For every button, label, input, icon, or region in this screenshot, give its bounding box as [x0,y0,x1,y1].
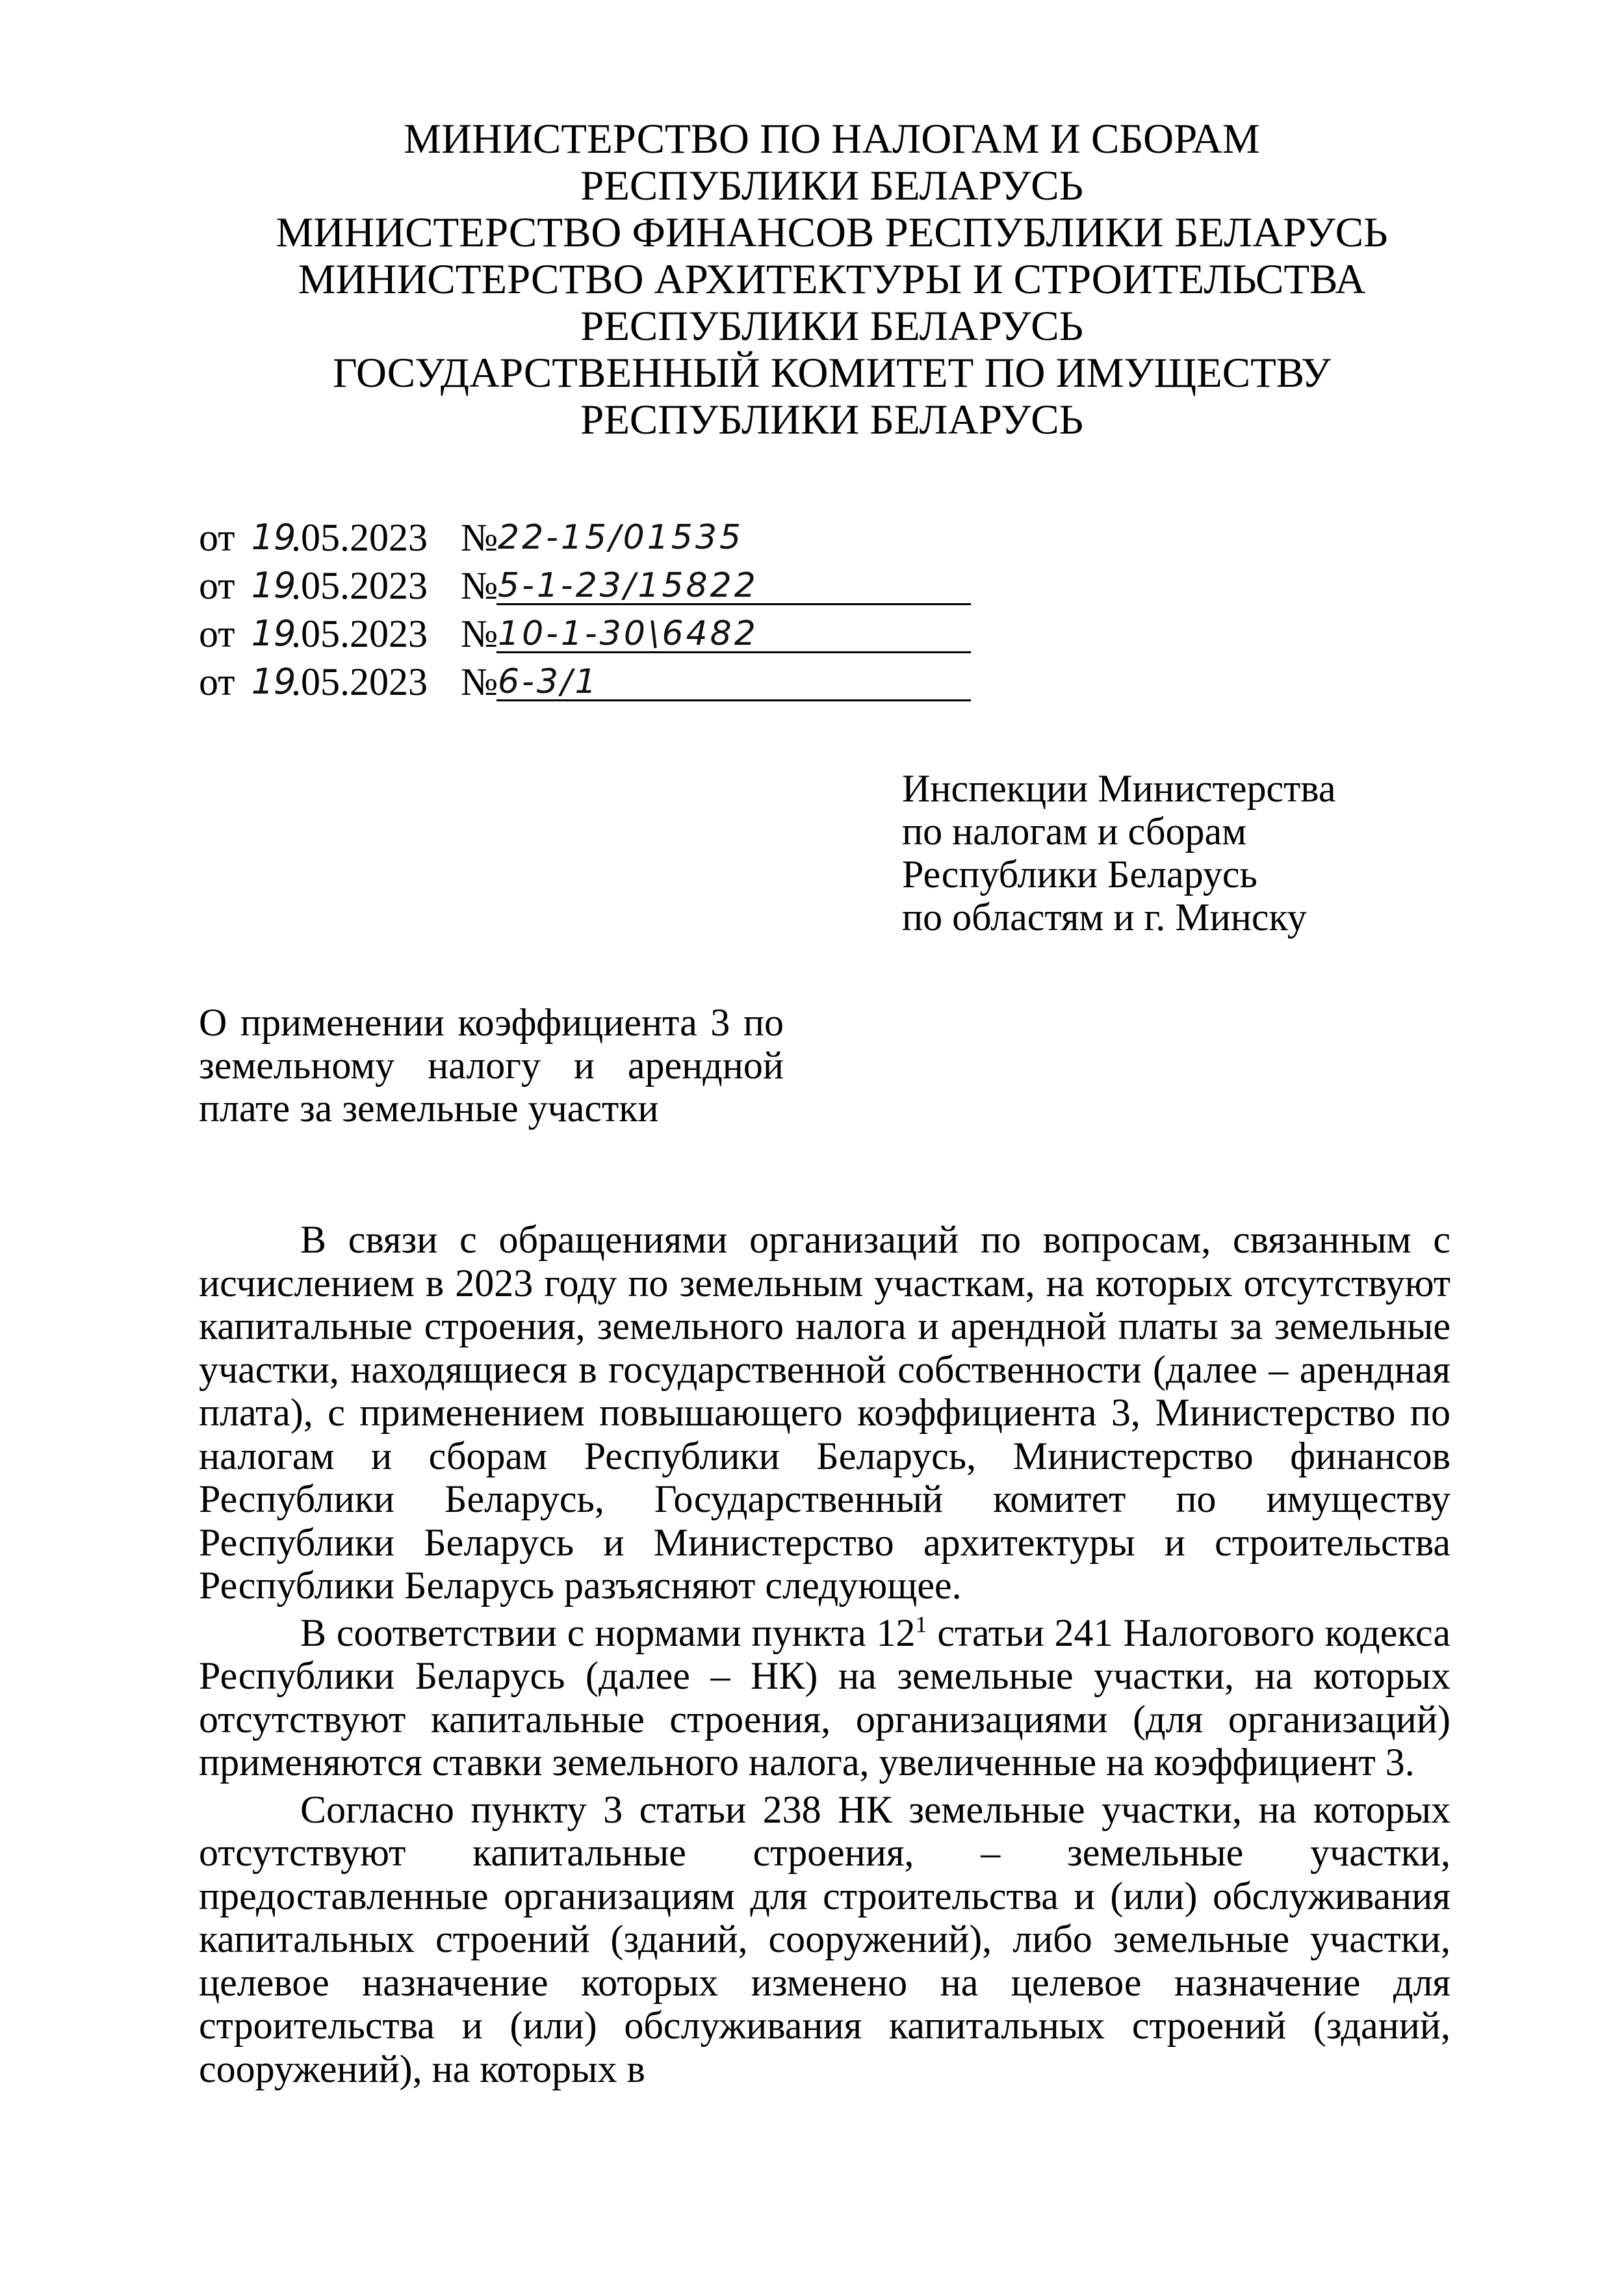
reg-underline [496,603,971,605]
reg-date: .05.2023 [291,660,428,703]
recipient-line: по областям и г. Минску [902,896,1307,939]
reg-number-sign: № [461,564,498,607]
letter-body [199,1218,1450,2090]
handwritten-day: 19 [251,661,296,702]
reg-prefix: от [199,612,235,655]
recipient-block [902,767,1335,939]
reg-prefix: от [199,660,235,703]
body-paragraph [199,1611,1450,1784]
body-paragraph: Согласно пункту 3 статьи 238 НК земельные участки, на которых отсутствуют капитальные строения, – земельные участки, предоставленные организациям для строительства и (или) обслуживания капитальных строений (зданий, сооружений), либо земельные участки, целевое назначение которых изменено на целевое назначение для строительства и (или) обслуживания капитальных строений (зданий, сооружений), на которых в [199,1788,1450,2090]
handwritten-day: 19 [251,613,296,654]
paragraph-text: статьи 241 Налогового кодекса Республики Беларусь (далее – НК) на земельные участки, на которых отсутствуют капитальные строения, организациями (для организаций) применяются ставки земельного налога, увеличенные на коэффициент 3. [199,1611,1450,1784]
reg-number-sign: № [461,660,498,703]
handwritten-reg-number: 5-1-23/15822 [498,566,758,605]
paragraph-text: В соответствии с нормами пункта 12 [300,1611,916,1654]
header-line: РЕСПУБЛИКИ БЕЛАРУСЬ [580,396,1083,443]
reg-date: .05.2023 [291,612,428,655]
letter-header [195,116,1469,443]
reg-date: .05.2023 [291,564,428,607]
handwritten-reg-number: 22-15/01535 [498,518,744,557]
handwritten-day: 19 [251,565,296,606]
recipient-line: Республики Беларусь [902,853,1257,896]
reg-underline [496,699,971,701]
header-line: МИНИСТЕРСТВО ФИНАНСОВ РЕСПУБЛИКИ БЕЛАРУСЬ [276,209,1388,256]
reg-number-sign: № [461,612,498,655]
reg-prefix: от [199,516,235,559]
handwritten-day: 19 [251,517,296,558]
letter-subject: О применении коэффициента 3 по земельному налогу и арендной плате за земельные участки [199,1001,784,1130]
header-line: РЕСПУБЛИКИ БЕЛАРУСЬ [580,303,1083,350]
header-line: ГОСУДАРСТВЕННЫЙ КОМИТЕТ ПО ИМУЩЕСТВУ [333,350,1331,396]
superscript: 1 [915,1611,927,1637]
header-line: РЕСПУБЛИКИ БЕЛАРУСЬ [580,162,1083,209]
reg-number-sign: № [461,516,498,559]
header-line: МИНИСТЕРСТВО АРХИТЕКТУРЫ И СТРОИТЕЛЬСТВА [298,256,1366,303]
handwritten-reg-number: 6-3/1 [498,662,599,701]
handwritten-reg-number: 10-1-30\6482 [498,614,758,653]
reg-prefix: от [199,564,235,607]
recipient-line: Инспекции Министерства [902,767,1336,810]
recipient-line: по налогам и сборам [902,810,1247,853]
reg-date: .05.2023 [291,516,428,559]
header-line: МИНИСТЕРСТВО ПО НАЛОГАМ И СБОРАМ [404,116,1260,162]
body-paragraph: В связи с обращениями организаций по вопросам, связанным с исчислением в 2023 году по земельным участкам, на которых отсутствуют капитальные строения, земельного налога и арендной платы за земельные участки, находящиеся в государственной собственности (далее – арендная плата), с применением повышающего коэффициента 3, Министерство по налогам и сборам Республики Беларусь, Министерство финансов Республики Беларусь, Государственный комитет по имуществу Республики Беларусь и Министерство архитектуры и строительства Республики Беларусь разъясняют следующее. [199,1218,1450,1607]
reg-underline [496,651,971,653]
